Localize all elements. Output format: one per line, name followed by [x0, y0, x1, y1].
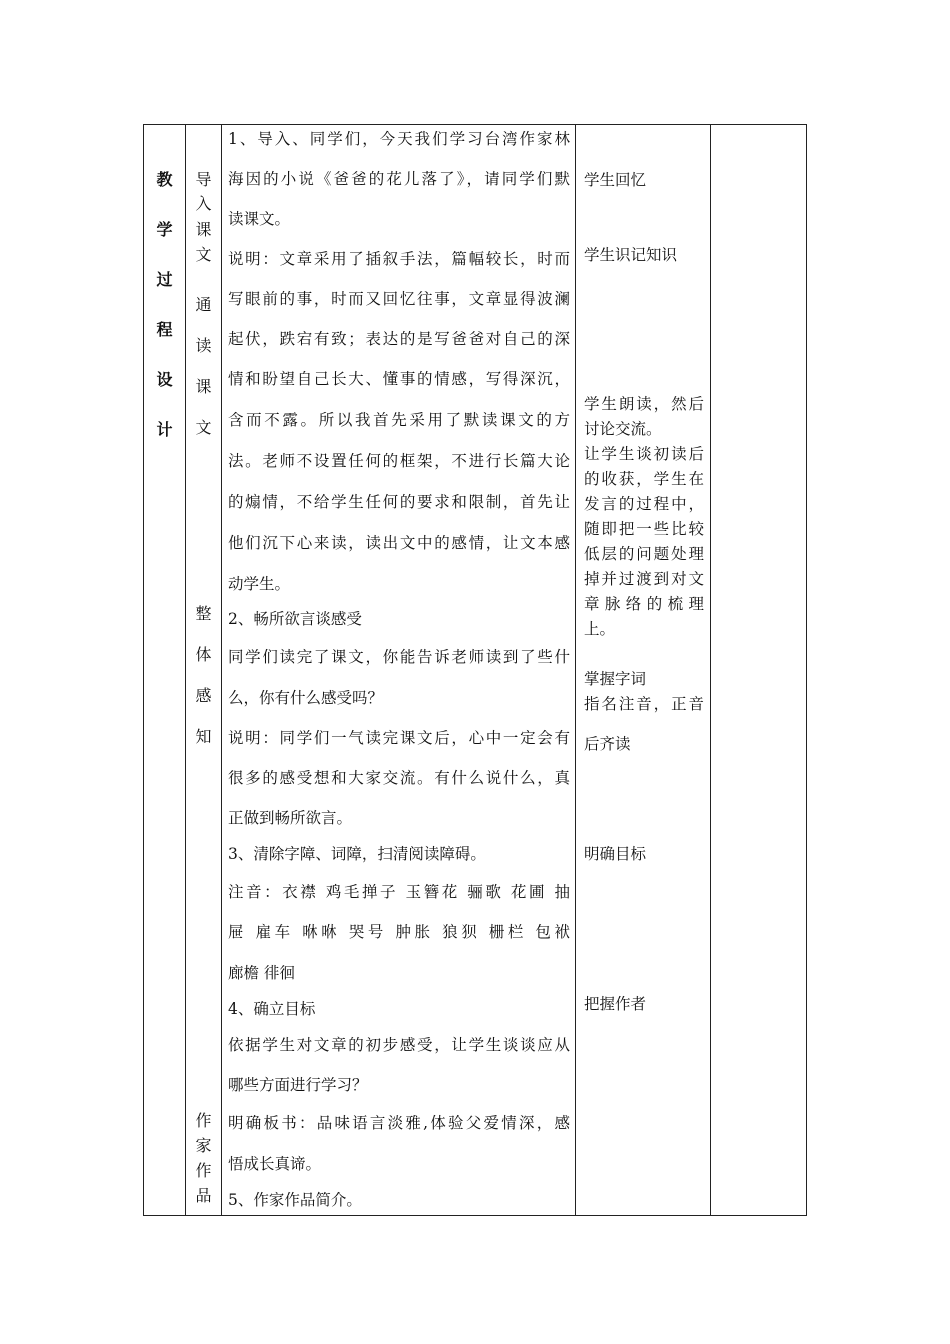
step-label-char: 文 [195, 418, 212, 437]
column-divider [710, 125, 711, 1215]
content-line: 4、确立目标 [228, 1000, 316, 1018]
content-line: 屉 雇车 咻咻 哭号 肿胀 狼狈 栅栏 包袱 [228, 923, 570, 941]
activity-line: 低层的问题处理 [584, 545, 704, 563]
content-line: 写眼前的事，时而又回忆往事，文章显得波澜 [228, 290, 570, 308]
teaching-content-column [222, 125, 574, 1215]
content-line: 悟成长真谛。 [228, 1155, 322, 1173]
content-line: 么，你有什么感受吗？ [228, 689, 384, 707]
step-label-char: 品 [195, 1186, 212, 1205]
content-line: 的煽情，不给学生任何的要求和限制，首先让 [228, 493, 570, 511]
content-line: 依据学生对文章的初步感受，让学生谈谈应从 [228, 1036, 570, 1054]
content-line: 很多的感受想和大家交流。有什么说什么，真 [228, 769, 570, 787]
content-line: 动学生。 [228, 575, 291, 593]
content-line: 海因的小说《爸爸的花儿落了》，请同学们默 [228, 170, 570, 188]
activity-line: 后齐读 [584, 735, 631, 753]
content-line: 说明：文章采用了插叙手法，篇幅较长，时而 [228, 250, 570, 268]
activity-line: 章脉络的梳理 [584, 595, 704, 613]
step-label-column [186, 125, 221, 1215]
section-heading-column [144, 125, 185, 1215]
activity-line: 让学生谈初读后 [584, 445, 704, 463]
activity-line: 学生识记知识 [584, 246, 678, 264]
step-label-char: 作 [195, 1111, 212, 1130]
section-heading-char: 学 [156, 220, 173, 239]
content-line: 正做到畅所欲言。 [228, 809, 353, 827]
section-heading-char: 教 [156, 170, 173, 189]
content-line: 廊檐 徘徊 [228, 964, 295, 982]
content-line: 起伏，跌宕有致；表达的是写爸爸对自己的深 [228, 330, 570, 348]
step-label-char: 导 [195, 170, 212, 189]
content-line: 法。老师不设置任何的框架，不进行长篇大论 [228, 452, 570, 470]
step-label-char: 知 [195, 727, 212, 746]
content-line: 3、清除字障、词障，扫清阅读障碍。 [228, 845, 486, 863]
student-activity-column [576, 125, 710, 1215]
step-label-char: 通 [195, 295, 212, 314]
step-label-char: 家 [195, 1136, 212, 1155]
step-label-char: 入 [195, 194, 212, 213]
step-label-char: 文 [195, 245, 212, 264]
step-label-char: 体 [195, 645, 212, 664]
section-heading-char: 设 [156, 370, 173, 389]
step-label-char: 整 [195, 604, 212, 623]
content-line: 说明：同学们一气读完课文后，心中一定会有 [228, 729, 570, 747]
section-heading-char: 过 [156, 270, 173, 289]
content-line: 注音：衣襟 鸡毛掸子 玉簪花 骊歌 花圃 抽 [228, 883, 570, 901]
step-label-char: 作 [195, 1161, 212, 1180]
content-line: 读课文。 [228, 210, 291, 228]
content-line: 含而不露。所以我首先采用了默读课文的方 [228, 411, 570, 429]
activity-line: 明确目标 [584, 845, 647, 863]
activity-line: 发言的过程中， [584, 495, 704, 513]
content-line: 他们沉下心来读，读出文中的感情，让文本感 [228, 534, 570, 552]
section-heading-char: 计 [156, 420, 173, 439]
activity-line: 学生回忆 [584, 171, 647, 189]
step-label-char: 感 [195, 686, 212, 705]
content-line: 哪些方面进行学习？ [228, 1076, 368, 1094]
activity-line: 掌握字词 [584, 670, 647, 688]
activity-line: 随即把一些比较 [584, 520, 704, 538]
lesson-table [143, 124, 807, 1216]
section-heading-char: 程 [156, 320, 173, 339]
activity-line: 讨论交流。 [584, 420, 662, 438]
content-line: 明确板书：品味语言淡雅,体验父爱情深，感 [228, 1114, 570, 1132]
step-label-char: 读 [195, 336, 212, 355]
content-line: 情和盼望自己长大、懂事的情感，写得深沉， [228, 370, 570, 388]
step-label-char: 课 [195, 377, 212, 396]
content-line: 2、畅所欲言谈感受 [228, 610, 362, 628]
activity-line: 上。 [584, 620, 616, 638]
content-line: 5、作家作品简介。 [228, 1191, 362, 1209]
activity-line: 的收获，学生在 [584, 470, 704, 488]
activity-line: 学生朗读，然后 [584, 395, 704, 413]
activity-line: 掉并过渡到对文 [584, 570, 704, 588]
content-line: 同学们读完了课文，你能告诉老师读到了些什 [228, 648, 570, 666]
content-line: 1、导入、同学们，今天我们学习台湾作家林 [228, 130, 570, 148]
activity-line: 指名注音，正音 [584, 695, 704, 713]
step-label-char: 课 [195, 220, 212, 239]
activity-line: 把握作者 [584, 995, 647, 1013]
